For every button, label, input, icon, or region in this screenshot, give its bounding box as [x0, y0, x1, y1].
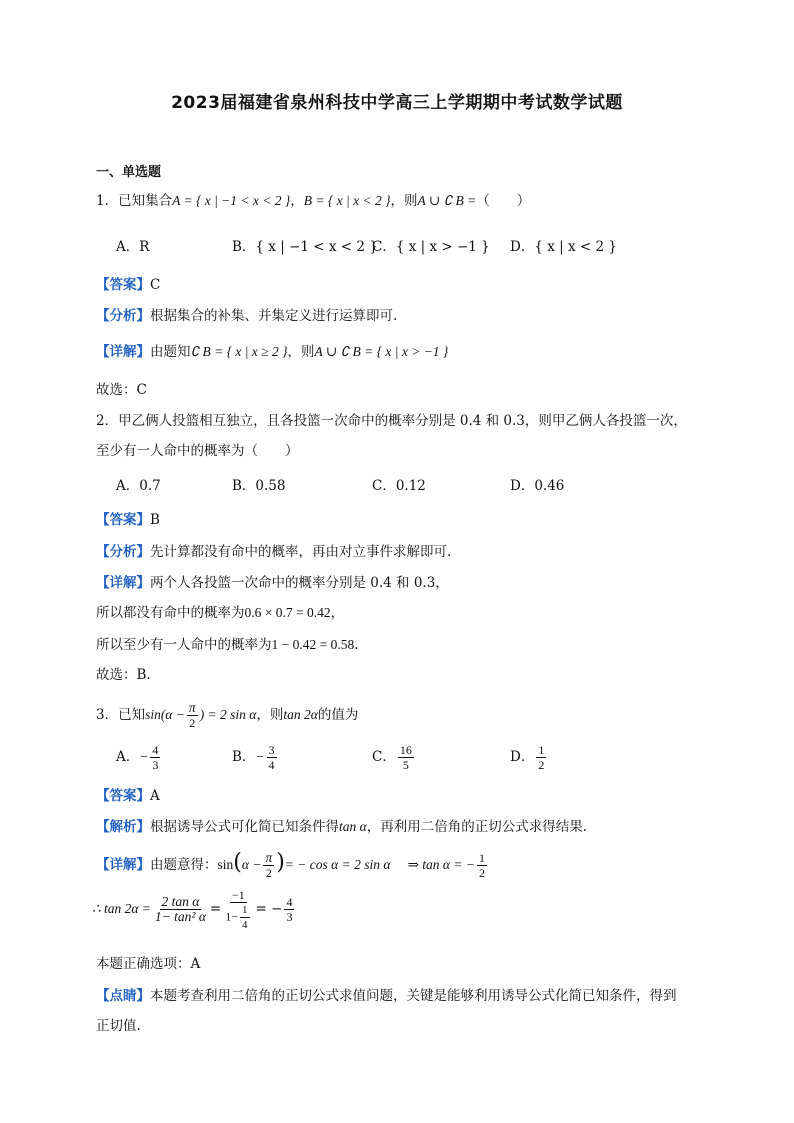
- frac-numerator: 1: [242, 903, 248, 916]
- q2-stem-line2: 至少有一人命中的概率为（ ）: [96, 443, 299, 459]
- q1-option-c: C．{ x | x > −1 }: [372, 239, 490, 255]
- frac-numerator: 4: [152, 743, 159, 757]
- derivation-frac-3: [284, 895, 294, 924]
- analysis-tag: 【分析】: [96, 544, 150, 560]
- q3-conclusion: 本题正确选项：A: [96, 956, 201, 972]
- analysis-prefix: 根据诱导公式可化简已知条件得: [150, 819, 339, 835]
- analysis-suffix: ，再利用二倍角的正切公式求得结果.: [366, 819, 588, 835]
- right-paren: ): [276, 850, 285, 875]
- line3-suffix: .: [354, 637, 359, 653]
- derivation-eq: =: [209, 901, 222, 917]
- line2-suffix: ，: [330, 605, 345, 621]
- option-label: D．: [510, 749, 535, 765]
- q3-option-a: [116, 740, 162, 774]
- line3-math: 1 − 0.42 = 0.58: [271, 637, 355, 652]
- analysis-text: 根据集合的补集、并集定义进行运算即可.: [150, 308, 398, 324]
- q2-analysis: [96, 543, 451, 561]
- frac-denominator: 4: [268, 758, 275, 772]
- option-frac: [398, 743, 414, 772]
- q1-answer: [96, 276, 160, 294]
- frac-denominator: 2: [538, 758, 545, 772]
- q3-stem-math2: tan 2α: [283, 707, 318, 722]
- q1-expr: A ∪ ∁ B =: [417, 193, 477, 208]
- frac-denominator: 2: [478, 866, 485, 880]
- answer-tag: 【答案】: [96, 788, 150, 804]
- q1-stem-suffix: （ ）: [476, 193, 531, 209]
- answer-value: B: [150, 512, 160, 528]
- q3-stem-mid: ，则: [256, 707, 284, 723]
- q3-option-b: [232, 740, 279, 774]
- detail-math-1: ∁ B = { x | x ≥ 2 }: [190, 344, 288, 359]
- q3-stem-prefix: 3．已知: [96, 707, 146, 723]
- q3-stem: [96, 700, 358, 730]
- q3-answer: [96, 787, 160, 805]
- detail-tag: 【详解】: [96, 344, 150, 360]
- frac-denominator: 3: [152, 758, 159, 772]
- q2-detail: [96, 574, 449, 592]
- frac-denominator: 5: [402, 758, 409, 772]
- q1-sep: ，: [290, 193, 304, 209]
- q2-conclusion: 故选：B.: [96, 667, 151, 683]
- detail-arrow: ⇒ tan α = −: [407, 857, 475, 872]
- q1-stem: [96, 192, 530, 210]
- detail-tag: 【详解】: [96, 575, 150, 591]
- frac-denominator: 1− tan² α: [154, 909, 206, 924]
- q1-conclusion: 故选：C: [96, 382, 147, 398]
- detail-rest: = − cos α = 2 sin α: [284, 857, 391, 872]
- option-frac: [536, 743, 546, 772]
- q1-detail: [96, 343, 448, 361]
- line2-math: 0.6 × 0.7 = 0.42: [244, 605, 331, 620]
- q1-set-a: A = { x | −1 < x < 2 }: [172, 193, 291, 208]
- q1-set-b: B = { x | x < 2 }: [303, 193, 391, 208]
- q3-detail: [96, 846, 489, 882]
- frac-numerator: 4: [286, 895, 293, 909]
- q2-stem-line1: 2．甲乙俩人投篮相互独立，且各投篮一次命中的概率分别是 0.4 和 0.3，则甲乙俩人各投篮一次，: [96, 413, 687, 429]
- q2-option-b: B．0.58: [232, 478, 286, 494]
- analysis-tag: 【解析】: [96, 819, 150, 835]
- option-label: B．: [232, 749, 256, 765]
- q1-option-b: B．{ x | −1 < x < 2 }: [232, 239, 378, 255]
- frac-denominator: 4: [242, 918, 248, 931]
- frac-denominator: [223, 903, 253, 932]
- answer-tag: 【答案】: [96, 277, 150, 293]
- frac-numerator: 2 tan α: [161, 894, 200, 909]
- q3-stem-math-b: ) = 2 sin α: [199, 707, 257, 722]
- detail-prefix: 由题知: [150, 344, 191, 360]
- frac-numerator: 16: [399, 743, 412, 757]
- q3-option-c: [372, 740, 416, 774]
- derivation-therefore: ∴ tan 2α =: [92, 901, 151, 916]
- detail-frac: [263, 851, 274, 880]
- q2-option-d: D．0.46: [510, 478, 565, 494]
- q1-stem-mid: ，则: [390, 193, 418, 209]
- detail-text: 两个人各投篮一次命中的概率分别是 0.4 和 0.3，: [150, 575, 449, 591]
- derivation-eq-2: = −: [255, 901, 283, 917]
- q1-option-a: A．R: [116, 239, 150, 255]
- q3-option-d: [510, 740, 548, 774]
- detail-frac-2: [477, 851, 487, 880]
- detail-mid: ，则: [287, 344, 315, 360]
- q2-detail-line3: [96, 636, 359, 654]
- minus-sign: −: [255, 749, 265, 764]
- q3-stem-math-a: sin(α −: [145, 707, 185, 722]
- q3-analysis: [96, 818, 587, 836]
- analysis-text: 先计算都没有命中的概率，再由对立事件求解即可.: [150, 544, 452, 560]
- option-frac: [150, 743, 160, 772]
- frac-numerator: 1: [478, 851, 485, 865]
- answer-value: A: [150, 788, 160, 804]
- q2-option-c: C．0.12: [372, 478, 426, 494]
- option-label: C．: [372, 749, 396, 765]
- detail-tag: 【详解】: [96, 857, 150, 873]
- q3-comment: [96, 987, 677, 1005]
- option-label: A．: [116, 749, 140, 765]
- option-frac: [267, 743, 277, 772]
- frac-denominator: 2: [189, 716, 196, 730]
- frac-denominator: 2: [265, 866, 272, 880]
- left-paren: (: [233, 850, 242, 875]
- section-heading: 一、单选题: [96, 165, 162, 180]
- answer-tag: 【答案】: [96, 512, 150, 528]
- q1-option-d: D．{ x | x < 2 }: [510, 239, 617, 255]
- q2-answer: [96, 511, 160, 529]
- frac-numerator: 3: [268, 743, 275, 757]
- q3-comment-line2: 正切值.: [96, 1018, 141, 1034]
- frac-numerator: π: [265, 850, 273, 865]
- answer-value: C: [150, 277, 161, 293]
- derivation-frac-1: [153, 895, 208, 924]
- q2-option-a: A．0.7: [116, 478, 161, 494]
- detail-math-2: A ∪ ∁ B = { x | x > −1 }: [314, 344, 449, 359]
- frac-numerator: −1: [231, 887, 245, 902]
- den-prefix: 1−: [225, 908, 239, 923]
- detail-prefix: 由题意得：: [150, 857, 218, 873]
- frac-denominator: 3: [286, 910, 293, 924]
- comment-tag: 【点睛】: [96, 988, 150, 1004]
- nested-frac: [240, 903, 250, 932]
- detail-alpha: α −: [241, 857, 262, 872]
- comment-line1: 本题考查利用二倍角的正切公式求值问题，关键是能够利用诱导公式化简已知条件，得到: [150, 988, 677, 1004]
- q1-analysis: [96, 307, 397, 325]
- detail-sin: sin: [217, 857, 234, 872]
- analysis-math: tan α: [339, 819, 367, 834]
- frac-numerator: 1: [538, 743, 545, 757]
- frac-numerator: π: [188, 700, 196, 715]
- derivation-frac-2: [223, 888, 253, 932]
- q3-stem-frac: [187, 701, 198, 730]
- minus-sign: −: [139, 749, 149, 764]
- page-title: 2023届福建省泉州科技中学高三上学期期中考试数学试题: [171, 93, 623, 113]
- q1-stem-prefix: 1．已知集合: [96, 193, 173, 209]
- q2-detail-line2: [96, 604, 344, 622]
- analysis-tag: 【分析】: [96, 308, 150, 324]
- line2-prefix: 所以都没有命中的概率为: [96, 605, 245, 621]
- line3-prefix: 所以至少有一人命中的概率为: [96, 637, 272, 653]
- q3-stem-suffix: 的值为: [317, 707, 359, 723]
- q3-derivation: [92, 884, 296, 934]
